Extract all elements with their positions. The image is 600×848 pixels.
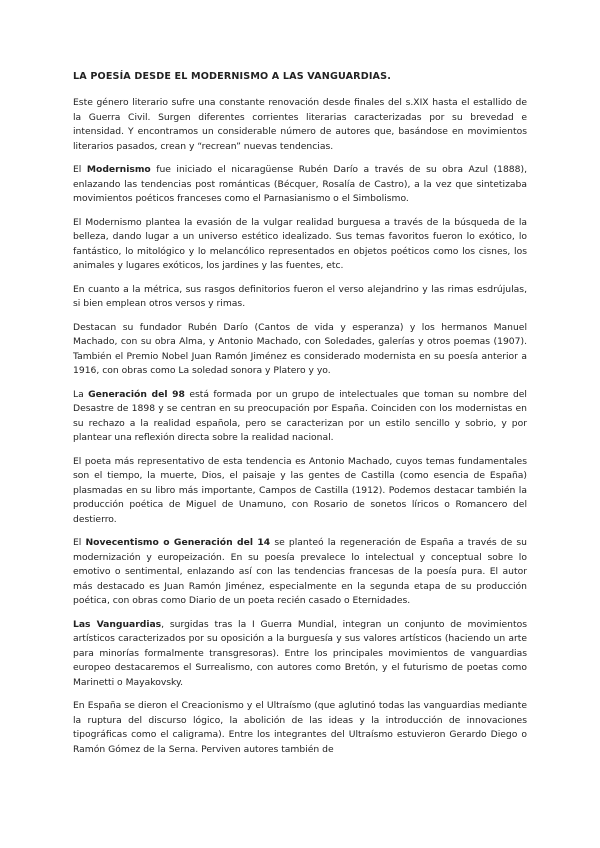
paragraph-autores-modernistas: Destacan su fundador Rubén Darío (Cantos de vida y esperanza) y los hermanos Manuel Machado, con su obra Alma, y Antonio Machado, con Soledades, galerías y otros poemas (1907). También el Premio Nobel Juan Ramón Jiménez es considerado modernista en su poesía anterior a 1916, con obras como La soledad sonora y Platero y yo. (73, 321, 527, 376)
paragraph-espana-vanguardias: En España se dieron el Creacionismo y el Ultraísmo (que aglutinó todas las vanguardias mediante la ruptura del discurso lógico, la abolición de las ideas y la introducción de innovaciones tipográficas como el caligrama). Entre los integrantes del Ultraísmo estuvieron Gerardo Diego o Ramón Gómez de la Serna. Perviven autores también de (73, 700, 527, 755)
paragraph-intro: Este género literario sufre una constante renovación desde finales del s.XIX hasta el estallido de la Guerra Civil. Surgen diferentes corrientes literarias caracterizadas por su brevedad e intensidad. Y encontramos un considerable número de autores que, basándose en movimientos literarios pasados, crean y “recrean” nuevas tendencias. (73, 97, 527, 152)
paragraph-modernismo (73, 163, 527, 207)
document-title: LA POESÍA DESDE EL MODERNISMO A LAS VANGUARDIAS. (73, 71, 391, 82)
paragraph-modernismo-temas: El Modernismo plantea la evasión de la vulgar realidad burguesa a través de la búsqueda de la belleza, dando lugar a un universo estético idealizado. Sus temas favoritos fueron lo exótico, lo fantástico, lo mitológico y lo melancólico representados en objetos poéticos como los cisnes, los animales y lugares exóticos, los jardines y las fuentes, etc. (73, 216, 527, 271)
paragraph-novecentismo (73, 536, 527, 609)
paragraph-metrica: En cuanto a la métrica, sus rasgos definitorios fueron el verso alejandrino y las rimas esdrújulas, si bien emplean otros versos y rimas. (73, 283, 527, 309)
paragraph-vanguardias (73, 618, 527, 691)
term-generacion-98: Generación del 98 (88, 388, 185, 400)
term-vanguardias: Las Vanguardias (73, 618, 162, 630)
paragraph-machado: El poeta más representativo de esta tendencia es Antonio Machado, cuyos temas fundamentales son el tiempo, la muerte, Dios, el paisaje y las gentes de Castilla (como esencia de España) plasmadas en su libro más importante, Campos de Castilla (1912). Podemos destacar también la producción poética de Miguel de Unamuno, con Rosario de sonetos líricos o Romancero del destierro. (73, 455, 527, 525)
paragraph-generacion-98 (73, 388, 527, 446)
text-span: El (73, 537, 86, 548)
term-modernismo: Modernismo (86, 164, 151, 175)
text-span: se planteó la regeneración de España a través de su modernización y europeización. En su poesía prevalece lo intelectual y conceptual sobre lo emotivo o sentimental, enlazando así con las tendencias francesas de la poesía pura. El autor más destacado es Juan Ramón Jiménez, especialmente en la segunda etapa de su producción poética, con obras como Diario de un poeta recién casado o Eternidades. (73, 537, 527, 606)
text-span: La (73, 388, 89, 400)
text-span: , surgidas tras la I Guerra Mundial, integran un conjunto de movimientos artísticos caracterizados por su oposición a la burguesía y sus valores artísticos (haciendo un arte para minorías formalmente transgresoras). Entre los principales movimientos de vanguardias europeo destacaremos el Surrealismo, con autores como Bretón, y el futurismo de poetas como Marinetti o Mayakovsky. (73, 618, 527, 688)
term-novecentismo: Novecentismo o Generación del 14 (85, 537, 271, 548)
text-span: está formada por un grupo de intelectuales que toman su nombre del Desastre de 1898 y se centran en su preocupación por España. Coinciden con los modernistas en su rechazo a la realidad española, pero se caracterizan por un estilo sencillo y sobrio, y por plantear una reflexión directa sobre la realidad nacional. (73, 388, 527, 443)
text-span: El (73, 164, 87, 175)
text-span: fue iniciado el nicaragüense Rubén Darío a través de su obra Azul (1888), enlazando las tendencias post románticas (Bécquer, Rosalía de Castro), a la vez que sintetizaba movimientos poéticos franceses como el Parnasianismo o el Simbolismo. (73, 164, 528, 204)
